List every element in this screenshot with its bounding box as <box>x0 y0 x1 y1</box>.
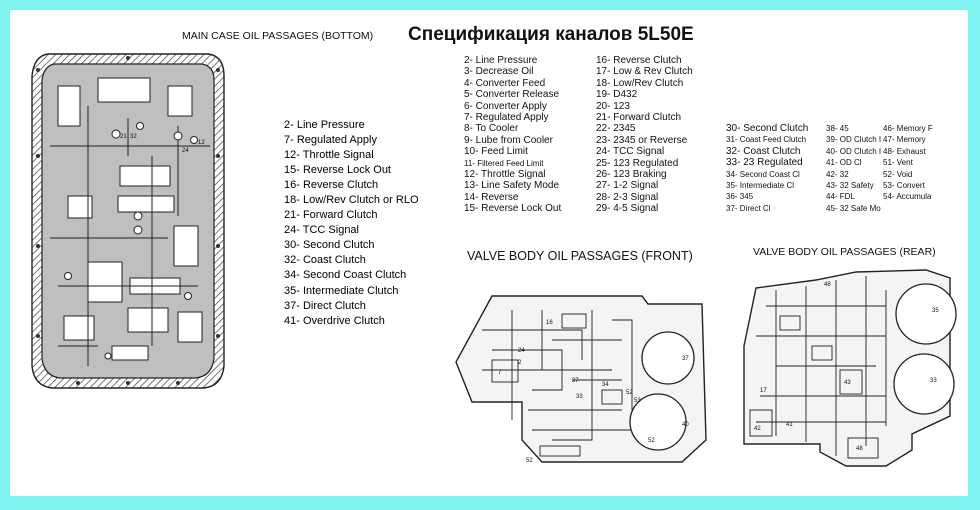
main-case-caption: MAIN CASE OIL PASSAGES (BOTTOM) <box>182 30 374 42</box>
valve-rear-label: 41 <box>786 422 793 428</box>
valve-front-label: 33 <box>576 394 583 400</box>
valve-rear-label: 43 <box>844 380 851 386</box>
spec-item: 42- 32 <box>826 169 849 179</box>
valve-front-label: 34 <box>602 382 609 388</box>
spec-item: 48- Exhaust <box>883 146 926 156</box>
valve-front-label: 2 <box>518 360 522 366</box>
main-case-legend <box>284 118 419 329</box>
legend-item: 21- Forward Clutch <box>284 209 378 222</box>
legend-item: 2- Line Pressure <box>284 119 365 131</box>
valve-front-label: 52 <box>626 390 633 396</box>
valve-front-caption: VALVE BODY OIL PASSAGES (FRONT) <box>467 249 693 263</box>
spec-item: 26- 123 Braking <box>596 169 667 181</box>
spec-item: 23- 2345 or Reverse <box>596 134 688 146</box>
valve-rear-label: 33 <box>930 378 937 384</box>
valve-rear-caption: VALVE BODY OIL PASSAGES (REAR) <box>753 246 936 258</box>
spec-item: 2- Line Pressure <box>464 55 538 66</box>
spec-item: 4- Converter Feed <box>464 77 546 89</box>
spec-item: 32- Coast Clutch <box>726 145 801 157</box>
spec-item: 51- Vent <box>883 158 913 168</box>
spec-item: 3- Decrease Oil <box>464 66 534 78</box>
legend-item: 35- Intermediate Clutch <box>284 284 399 297</box>
valve-rear-label: 48 <box>856 446 863 452</box>
spec-column-3 <box>726 123 808 214</box>
legend-item: 34- Second Coast Clutch <box>284 269 407 282</box>
spec-column-2 <box>596 55 693 215</box>
valve-front-label: 7 <box>498 370 502 376</box>
spec-item: 46- Memory F <box>883 124 933 133</box>
valve-front-label: 16 <box>546 320 553 326</box>
diagram-card <box>10 10 968 496</box>
valve-front-label: 27 <box>572 378 579 384</box>
main-case-label: 24 <box>182 148 189 154</box>
valve-front-label: 24 <box>518 348 525 354</box>
spec-item: 39- OD Clutch I <box>826 135 882 145</box>
spec-item: 9- Lube from Cooler <box>464 134 553 146</box>
spec-item: 45- 32 Safe Mo <box>826 203 881 213</box>
spec-item: 52- Void <box>883 169 913 179</box>
legend-item: 15- Reverse Lock Out <box>284 164 391 177</box>
spec-item: 44- FDL <box>826 192 855 202</box>
spec-item: 40- OD Clutch I <box>826 146 882 156</box>
spec-column-4 <box>826 123 935 214</box>
spec-item: 17- Low & Rev Clutch <box>596 66 693 78</box>
spec-item: 35- Intermediate Cl <box>726 181 795 191</box>
spec-item: 24- TCC Signal <box>596 146 665 158</box>
valve-front-label: 37 <box>682 356 689 362</box>
main-case-drawing <box>28 46 228 392</box>
legend-item: 7- Regulated Apply <box>284 134 377 147</box>
valve-rear-label: 48 <box>824 282 831 288</box>
legend-item: 12- Throttle Signal <box>284 149 374 162</box>
spec-item: 16- Reverse Clutch <box>596 55 682 66</box>
valve-front-label: 52 <box>648 438 655 444</box>
main-case-label: 21 <box>120 134 127 140</box>
spec-item: 38- 45 <box>826 124 849 133</box>
spec-item: 25- 123 Regulated <box>596 157 679 169</box>
spec-item: 21- Forward Clutch <box>596 112 682 124</box>
valve-rear-drawing <box>736 266 964 480</box>
spec-item: 47- Memory <box>883 135 926 145</box>
spec-item: 54- Accumula <box>883 192 932 202</box>
page-title: Спецификация каналов 5L50E <box>408 24 694 45</box>
legend-item: 24- TCC Signal <box>284 224 359 237</box>
spec-item: 19- D432 <box>596 89 638 101</box>
spec-item: 37- Direct Cl <box>726 203 771 213</box>
valve-front-drawing <box>452 290 712 466</box>
main-case-label: 32 <box>130 134 137 140</box>
spec-item: 36- 345 <box>726 192 754 202</box>
valve-front-label: 53 <box>634 398 641 404</box>
spec-item: 22- 2345 <box>596 123 636 135</box>
spec-item: 18- Low/Rev Clutch <box>596 77 684 89</box>
spec-item: 6- Converter Apply <box>464 100 547 112</box>
spec-item: 20- 123 <box>596 100 630 112</box>
spec-item: 11- Filtered Feed Limit <box>464 158 544 168</box>
legend-item: 32- Coast Clutch <box>284 254 366 267</box>
spec-column-1 <box>464 55 561 215</box>
spec-item: 53- Convert <box>883 181 925 191</box>
spec-item: 41- OD Cl <box>826 158 862 168</box>
legend-item: 30- Second Clutch <box>284 239 375 252</box>
valve-front-label: 52 <box>526 458 533 464</box>
legend-item: 37- Direct Clutch <box>284 299 366 312</box>
valve-rear-label: 42 <box>754 426 761 432</box>
legend-item: 16- Reverse Clutch <box>284 179 379 192</box>
spec-item: 5- Converter Release <box>464 89 560 101</box>
legend-item: 18- Low/Rev Clutch or RLO <box>284 194 419 207</box>
spec-item: 7- Regulated Apply <box>464 112 549 124</box>
legend-item: 41- Overdrive Clutch <box>284 314 385 327</box>
spec-item: 12- Throttle Signal <box>464 169 546 181</box>
spec-item: 14- Reverse <box>464 191 519 203</box>
spec-item: 27- 1-2 Signal <box>596 180 659 192</box>
spec-item: 43- 32 Safety <box>826 181 874 191</box>
valve-rear-label: 35 <box>932 308 939 314</box>
spec-item: 8- To Cooler <box>464 123 519 135</box>
spec-item: 29- 4-5 Signal <box>596 203 659 215</box>
spec-item: 33- 23 Regulated <box>726 157 803 169</box>
spec-item: 31- Coast Feed Clutch <box>726 135 807 145</box>
spec-item: 10- Feed Limit <box>464 146 528 158</box>
spec-item: 30- Second Clutch <box>726 123 809 134</box>
spec-item: 34- Second Coast Cl <box>726 169 800 179</box>
spec-item: 15- Reverse Lock Out <box>464 203 562 215</box>
valve-rear-label: 17 <box>760 388 767 394</box>
valve-front-label: 40 <box>682 422 689 428</box>
spec-item: 28- 2-3 Signal <box>596 191 659 203</box>
main-case-label: 12 <box>198 140 205 146</box>
spec-item: 13- Line Safety Mode <box>464 180 560 192</box>
